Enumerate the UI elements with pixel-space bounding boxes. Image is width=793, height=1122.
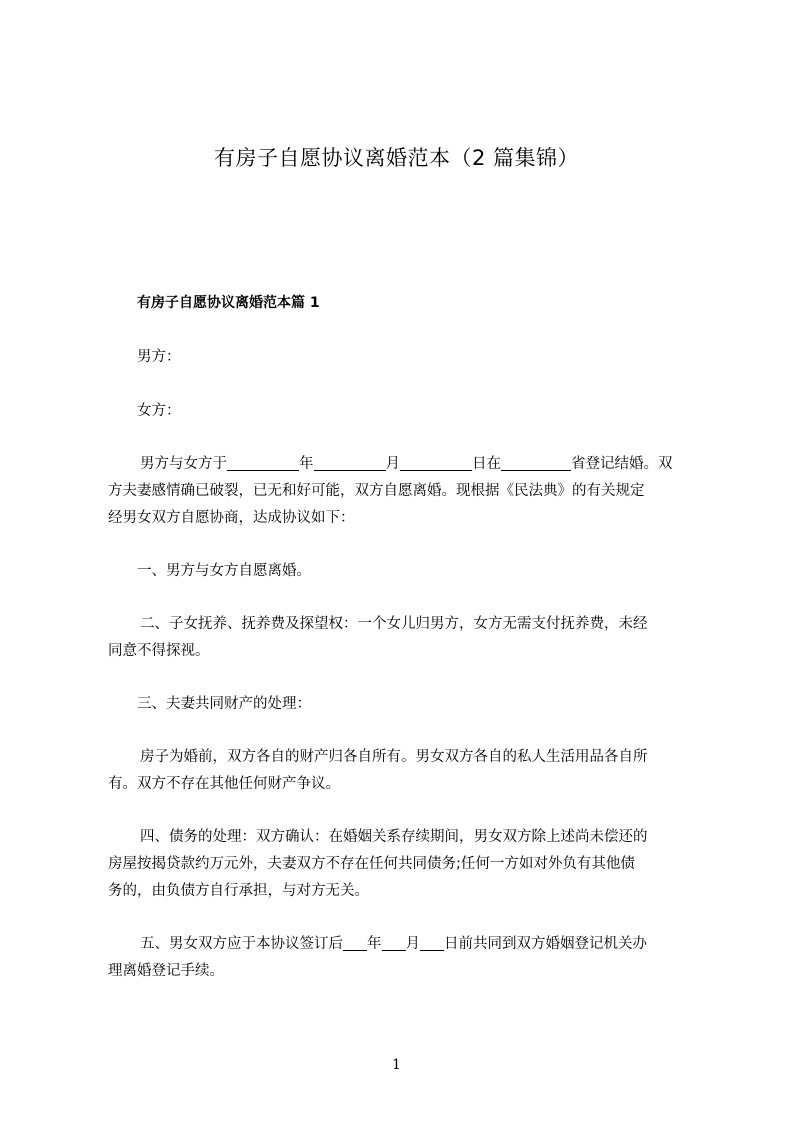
clause-5-line2: 理离婚登记手续。 <box>108 963 224 979</box>
clause-3: 三、夫妻共同财产的处理： <box>137 696 311 712</box>
clause-1: 一、男方与女方自愿离婚。 <box>137 563 311 579</box>
section-heading: 有房子自愿协议离婚范本篇 1 <box>137 295 320 311</box>
female-party-label: 女方： <box>137 403 181 419</box>
clause-4-line2: 房屋按揭贷款约万元外，夫妻双方不存在任何共同债务;任何一方如对外负有其他债 <box>108 856 635 872</box>
blank-year <box>343 935 367 951</box>
blank-year <box>227 455 299 471</box>
blank-day <box>400 455 472 471</box>
paragraph-marriage-line1: 男方与女方于 年 月 日在 省登记结婚。双 <box>140 456 673 472</box>
document-title: 有房子自愿协议离婚范本（2 篇集锦） <box>213 146 580 170</box>
paragraph-marriage-line2: 方夫妻感情确已破裂，已无和好可能，双方自愿离婚。现根据《民法典》的有关规定 <box>108 483 645 499</box>
clause-4-line1: 四、债务的处理：双方确认：在婚姻关系存续期间，男女双方除上述尚未偿还的 <box>140 829 648 845</box>
clause-3-body-line1: 房子为婚前，双方各自的财产归各自所有。男女双方各自的私人生活用品各自所 <box>140 749 648 765</box>
clause-3-body-line2: 有。双方不存在其他任何财产争议。 <box>108 776 340 792</box>
clause-2-line2: 同意不得探视。 <box>108 643 210 659</box>
clause-5-line1: 五、男女双方应于本协议签订后 年 月 日前共同到双方婚姻登记机关办 <box>140 936 647 952</box>
blank-day <box>420 935 444 951</box>
clause-2-line1: 二、子女抚养、抚养费及探望权：一个女儿归男方，女方无需支付抚养费，未经 <box>140 616 648 632</box>
paragraph-marriage-line3: 经男女双方自愿协商，达成协议如下： <box>108 510 355 526</box>
male-party-label: 男方： <box>137 349 181 365</box>
page-number: 1 <box>392 1057 401 1073</box>
blank-province <box>501 455 571 471</box>
blank-month <box>314 455 386 471</box>
clause-4-line3: 务的，由负债方自行承担，与对方无关。 <box>108 883 369 899</box>
blank-month <box>382 935 406 951</box>
